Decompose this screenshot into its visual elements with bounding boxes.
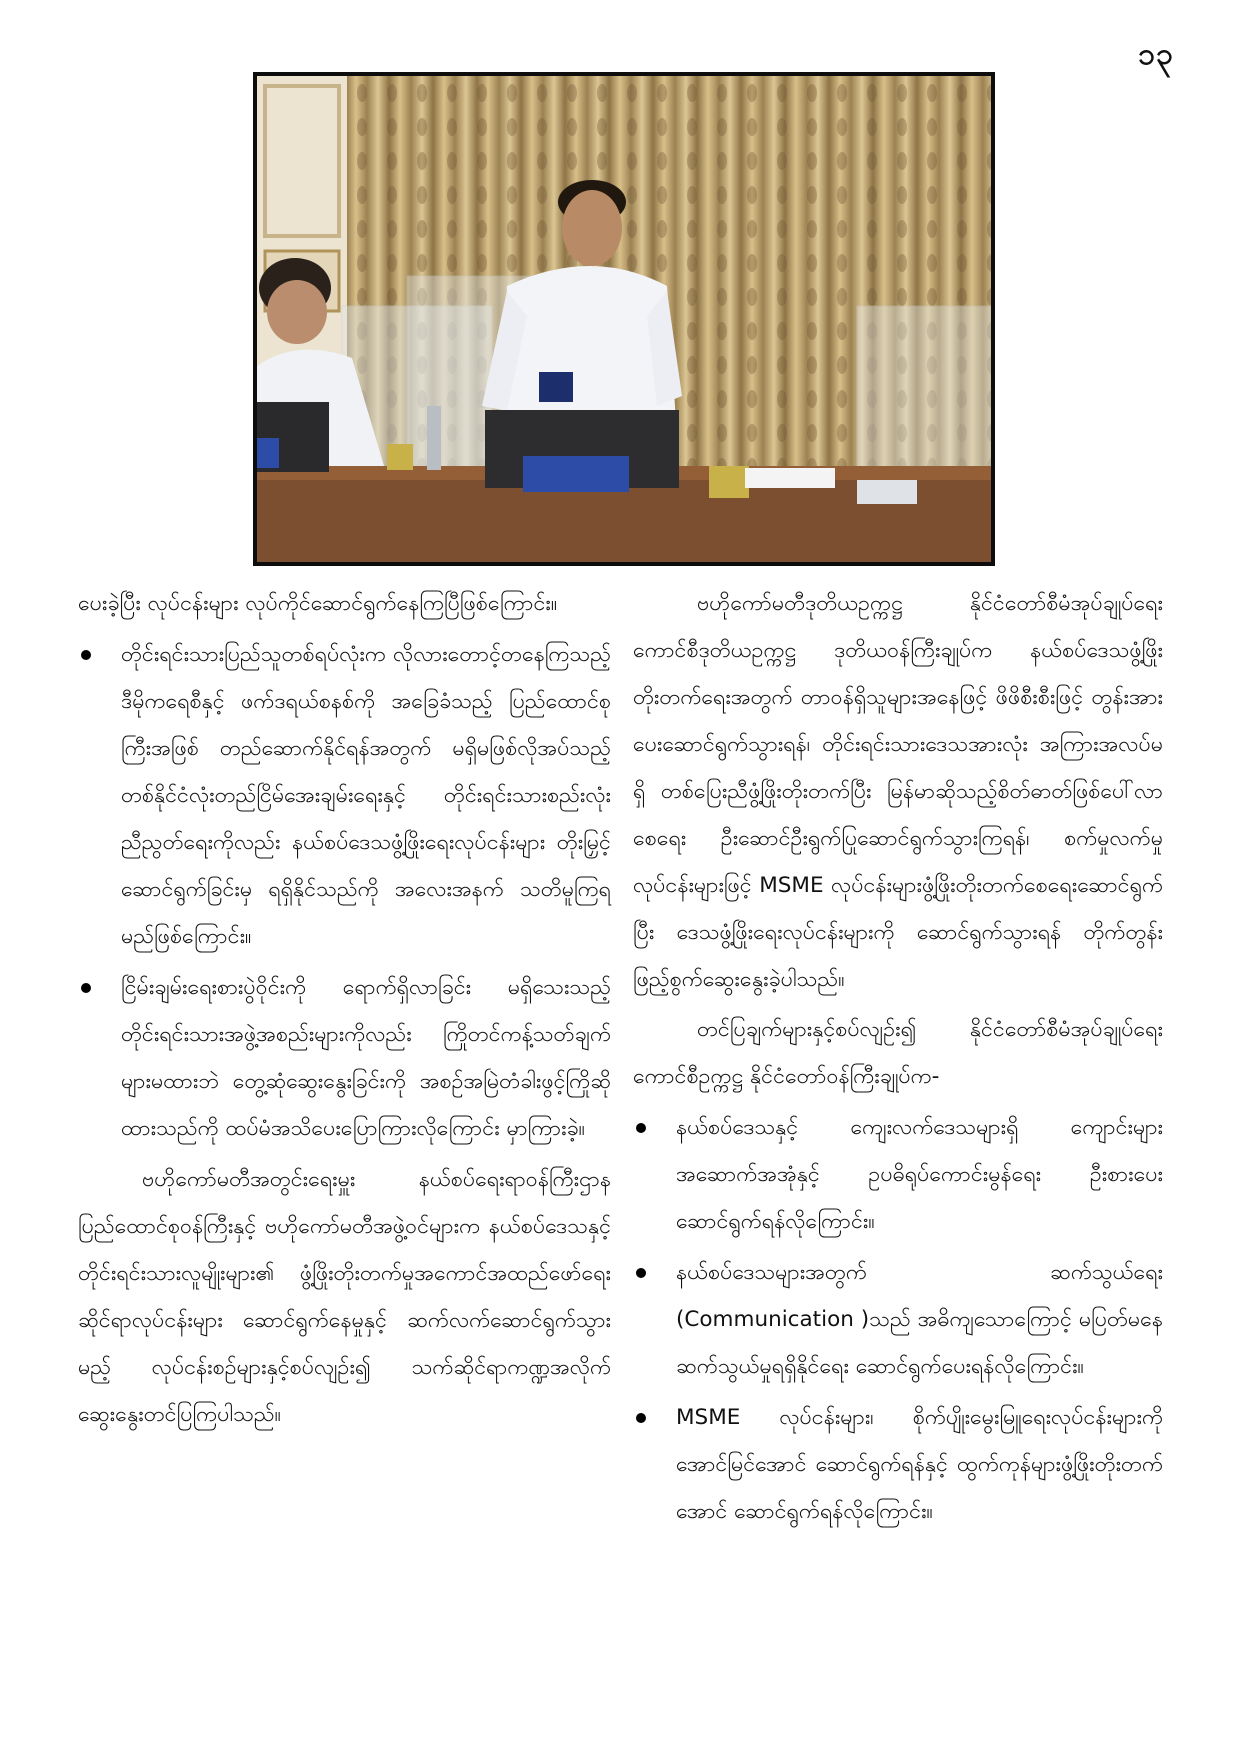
list-item: နယ်စပ်ဒေသများအတွက် ဆက်သွယ်ရေး (Communication )သည် အဓိကျသောကြောင့် မပြတ်မနေဆက်သွယ်မှုရရှိနိုင်ရေး ဆောင်ရွက်ပေးရန်လိုကြောင်း။ [633,1249,1163,1390]
right-column [633,580,1163,1539]
closing-paragraph: ဗဟိုကော်မတီအတွင်းရေးမှူး နယ်စပ်ရေးရာဝန်ကြီးဌာန ပြည်ထောင်စုဝန်ကြီးနှင့် ဗဟိုကော်မတီအဖွဲ့ဝင်များက နယ်စပ်ဒေသနှင့် တိုင်းရင်းသားလူမျိုးများ၏ ဖွံ့ဖြိုးတိုးတက်မှုအကောင်အထည်ဖော်ရေးဆိုင်ရာလုပ်ငန်းများ ဆောင်ရွက်နေမှုနှင့် ဆက်လက်ဆောင်ရွက်သွားမည့် လုပ်ငန်းစဉ်များနှင့်စပ်လျဉ်း၍ သက်ဆိုင်ရာကဏ္ဍအလိုက် ဆွေးနွေးတင်ပြကြပါသည်။ [78,1167,611,1427]
list-item: ငြိမ်းချမ်းရေးစားပွဲဝိုင်းကို ရောက်ရှိလာခြင်း မရှိသေးသည့် တိုင်းရင်းသားအဖွဲ့အစည်းများကိုလည်း ကြိုတင်ကန့်သတ်ချက်များမထားဘဲ တွေ့ဆုံဆွေးနွေးခြင်းကို အစဉ်အမြဲတံခါးဖွင့်ကြိုဆိုထားသည်ကို ထပ်မံအသိပေးပြောကြားလိုကြောင်း မှာကြားခဲ့။ [78,964,611,1152]
page-number: ၁၃ [1138,37,1174,72]
list-item: နယ်စပ်ဒေသနှင့် ကျေးလက်ဒေသများရှိ ကျောင်းများ အဆောက်အအုံနှင့် ဥပဓိရုပ်ကောင်းမွန်ရေး ဦးစားပေးဆောင်ရွက်ရန်လိုကြောင်း။ [633,1104,1163,1245]
list-item: MSME လုပ်ငန်းများ၊ စိုက်ပျိုးမွေးမြူရေးလုပ်ငန်းများကို အောင်မြင်အောင် ဆောင်ရွက်ရန်နှင့် ထွက်ကုန်များဖွံ့ဖြိုးတိုးတက်အောင် ဆောင်ရွက်ရန်လိုကြောင်း။ [633,1394,1163,1535]
continued-paragraph: ပေးခဲ့ပြီး လုပ်ငန်းများ လုပ်ကိုင်ဆောင်ရွက်နေကြပြီဖြစ်ကြောင်း။ [78,591,558,616]
meeting-photo-image [257,76,991,562]
list-item: တိုင်းရင်းသားပြည်သူတစ်ရပ်လုံးက လိုလားတောင့်တနေကြသည့် ဒီမိုကရေစီနှင့် ဖက်ဒရယ်စနစ်ကို အခြေခံသည့် ပြည်ထောင်စုကြီးအဖြစ် တည်ဆောက်နိုင်ရန်အတွက် မရှိမဖြစ်လိုအပ်သည့် တစ်နိုင်ငံလုံးတည်ငြိမ်အေးချမ်းရေးနှင့် တိုင်းရင်းသားစည်းလုံးညီညွတ်ရေးကိုလည်း နယ်စပ်ဒေသဖွံ့ဖြိုးရေးလုပ်ငန်းများ တိုးမြှင့်ဆောင်ရွက်ခြင်းမှ ရရှိနိုင်သည်ကို အလေးအနက် သတိမူကြရမည်ဖြစ်ကြောင်း။ [78,631,611,960]
left-column [78,580,611,1441]
opening-paragraph: ဗဟိုကော်မတီဒုတိယဥက္ကဋ္ဌ နိုင်ငံတော်စီမံအုပ်ချုပ်ရေးကောင်စီဒုတိယဥက္ကဋ္ဌ ဒုတိယဝန်ကြီးချုပ်က နယ်စပ်ဒေသဖွံ့ဖြိုးတိုးတက်ရေးအတွက် တာဝန်ရှိသူများအနေဖြင့် ဖိဖိစီးစီးဖြင့် တွန်းအားပေးဆောင်ရွက်သွားရန်၊ တိုင်းရင်းသားဒေသအားလုံး အကြားအလပ်မရှိ တစ်ပြေးညီဖွံ့ဖြိုးတိုးတက်ပြီး မြန်မာဆိုသည့်စိတ်ဓာတ်ဖြစ်ပေါ်လာစေရေး ဦးဆောင်ဦးရွက်ပြုဆောင်ရွက်သွားကြရန်၊ စက်မှုလက်မှုလုပ်ငန်းများဖြင့် MSME လုပ်ငန်းများဖွံ့ဖြိုးတိုးတက်စေရေးဆောင်ရွက်ပြီး ဒေသဖွံ့ဖြိုးရေးလုပ်ငန်းများကို ဆောင်ရွက်သွားရန် တိုက်တွန်းဖြည့်စွက်ဆွေးနွေးခဲ့ပါသည်။ [633,591,1163,992]
intro-paragraph: တင်ပြချက်များနှင့်စပ်လျဉ်း၍ နိုင်ငံတော်စီမံအုပ်ချုပ်ရေးကောင်စီဥက္ကဋ္ဌ နိုင်ငံတော်ဝန်ကြီးချုပ်က- [633,1017,1163,1089]
meeting-photo [253,72,995,566]
left-bullet-list [78,631,611,1152]
right-bullet-list [633,1104,1163,1535]
